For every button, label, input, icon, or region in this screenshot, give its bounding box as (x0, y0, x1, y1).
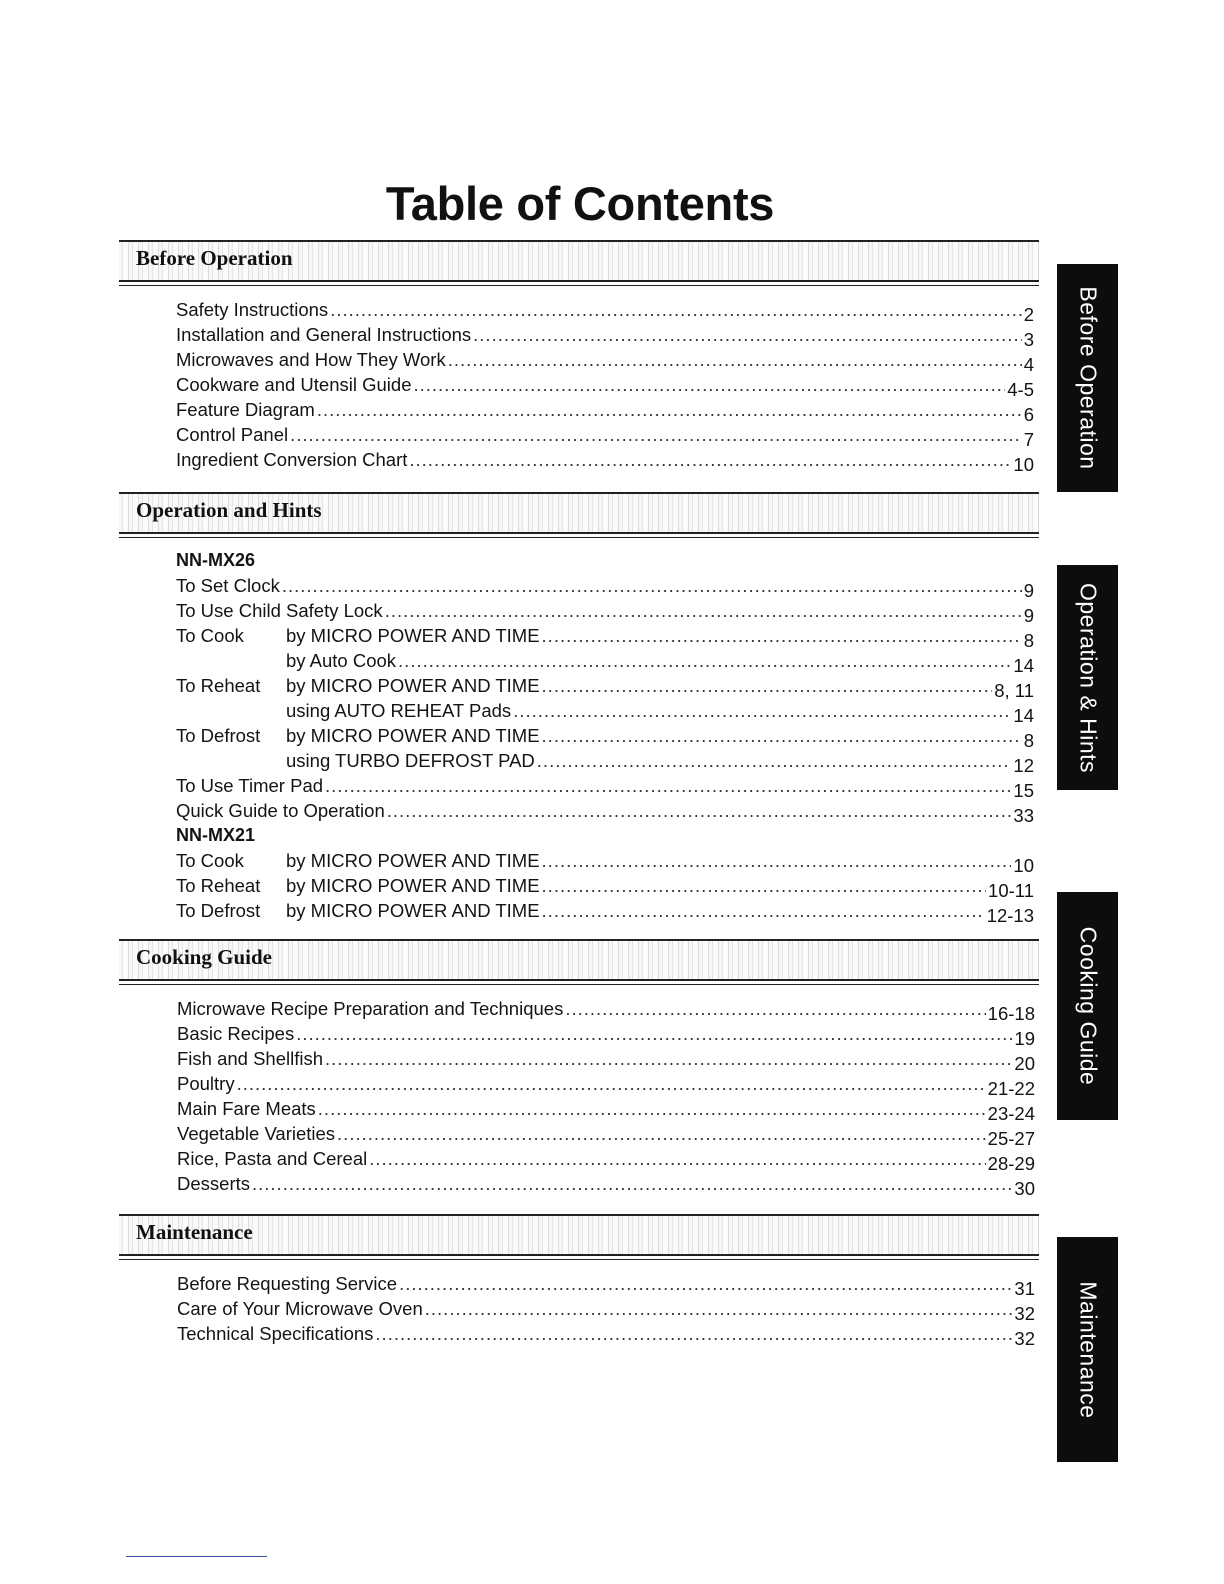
dot-leader (318, 1096, 986, 1121)
toc-page-number: 31 (1014, 1278, 1035, 1299)
toc-page-number: 4-5 (1007, 379, 1034, 400)
toc-page-number: 9 (1023, 580, 1034, 601)
model-label: NN-MX26 (176, 550, 256, 570)
toc-entry-title: Desserts (177, 1173, 250, 1194)
side-tab-label: Before Operation (1075, 286, 1101, 470)
toc-entry-title: Vegetable Varieties (177, 1123, 336, 1144)
toc-entry[interactable] (176, 573, 1034, 601)
toc-page-number: 14 (1013, 655, 1034, 676)
dot-leader (296, 1021, 1012, 1046)
toc-page-number: 12 (1013, 755, 1034, 776)
toc-entry[interactable] (176, 422, 1034, 450)
toc-list-operation-and-hints (176, 548, 1034, 926)
dot-leader (425, 1296, 1013, 1321)
section-header (119, 240, 1039, 282)
toc-entry[interactable] (176, 673, 1034, 701)
dot-leader (237, 1071, 986, 1096)
toc-entry-title: Fish and Shellfish (177, 1048, 324, 1069)
toc-entry-title: Technical Specifications (177, 1323, 374, 1344)
toc-page-number: 8, 11 (994, 680, 1034, 701)
toc-page-number: 28-29 (987, 1153, 1035, 1174)
section-heading: Cooking Guide (136, 945, 272, 969)
toc-page-number: 12-13 (986, 905, 1034, 926)
side-tab-cooking-guide[interactable] (1057, 892, 1118, 1120)
dot-leader (387, 798, 1012, 823)
dot-leader (317, 397, 1022, 422)
toc-entry-action: To Cook (176, 625, 244, 646)
dot-leader (542, 723, 1022, 748)
dot-leader (542, 848, 1012, 873)
side-tab-label: Cooking Guide (1075, 926, 1101, 1086)
toc-page-number: 30 (1014, 1178, 1035, 1199)
toc-entry-title: using TURBO DEFROST PAD (286, 750, 535, 771)
toc-page-number: 14 (1013, 705, 1034, 726)
toc-entry-action: To Defrost (176, 725, 261, 746)
toc-entry-title: Poultry (177, 1073, 235, 1094)
toc-page-number: 25-27 (987, 1128, 1035, 1149)
toc-entry-action: To Defrost (176, 900, 261, 921)
dot-leader (542, 623, 1022, 648)
toc-entry-title: Feature Diagram (176, 399, 315, 420)
toc-list-before-operation (176, 297, 1034, 475)
toc-entry-title: To Set Clock (176, 575, 280, 596)
toc-page-number: 19 (1014, 1028, 1035, 1049)
toc-entry[interactable] (176, 397, 1034, 425)
toc-page-number: 10 (1013, 855, 1034, 876)
toc-entry[interactable] (176, 347, 1034, 375)
toc-page-number: 21-22 (987, 1078, 1035, 1099)
footer-rule (126, 1556, 267, 1557)
side-tab-label: Maintenance (1075, 1280, 1101, 1419)
dot-leader (513, 698, 1011, 723)
toc-entry-title: by MICRO POWER AND TIME (286, 850, 540, 871)
dot-leader (330, 297, 1022, 322)
dot-leader (399, 1271, 1012, 1296)
section-header (119, 1214, 1039, 1256)
dot-leader (369, 1146, 985, 1171)
toc-page-number: 32 (1014, 1328, 1035, 1349)
toc-entry[interactable] (176, 698, 1034, 726)
page-title: Table of Contents (385, 177, 775, 230)
toc-page-number: 32 (1014, 1303, 1035, 1324)
model-label: NN-MX21 (176, 825, 256, 845)
toc-page-number: 7 (1023, 429, 1034, 450)
toc-entry[interactable] (177, 1171, 1035, 1199)
toc-page-number: 6 (1023, 404, 1034, 425)
side-tab-before-operation[interactable] (1057, 264, 1118, 492)
dot-leader (398, 648, 1011, 673)
side-tab-maintenance[interactable] (1057, 1237, 1118, 1462)
toc-entry-action: To Cook (176, 850, 244, 871)
toc-entry[interactable] (177, 996, 1035, 1024)
dot-leader (385, 598, 1022, 623)
dot-leader (325, 773, 1011, 798)
toc-entry-title: Basic Recipes (177, 1023, 295, 1044)
toc-entry-title: Main Fare Meats (177, 1098, 316, 1119)
toc-page-number: 4 (1023, 354, 1034, 375)
section-maintenance (119, 1214, 1039, 1256)
toc-page-number: 8 (1023, 630, 1034, 651)
dot-leader (542, 898, 985, 923)
dot-leader (290, 422, 1022, 447)
toc-entry-title: Microwave Recipe Preparation and Techniques (177, 998, 564, 1019)
toc-entry[interactable] (177, 1071, 1035, 1099)
dot-leader (337, 1121, 986, 1146)
toc-entry-title: Control Panel (176, 424, 289, 445)
toc-entry-action: To Reheat (176, 675, 261, 696)
toc-page-number: 16-18 (987, 1003, 1035, 1024)
section-cooking-guide (119, 939, 1039, 981)
toc-page-number: 10 (1013, 454, 1034, 475)
toc-list-maintenance (177, 1271, 1035, 1349)
toc-entry-title: by MICRO POWER AND TIME (286, 675, 540, 696)
toc-entry-title: Care of Your Microwave Oven (177, 1298, 423, 1319)
toc-entry[interactable] (177, 1121, 1035, 1149)
toc-entry-title: by MICRO POWER AND TIME (286, 900, 540, 921)
section-heading: Maintenance (136, 1220, 253, 1244)
toc-entry[interactable] (176, 873, 1034, 901)
toc-page-number: 20 (1014, 1053, 1035, 1074)
toc-entry-title: Microwaves and How They Work (176, 349, 446, 370)
section-header (119, 939, 1039, 981)
toc-page-number: 10-11 (988, 880, 1034, 901)
toc-page-number: 3 (1023, 329, 1034, 350)
toc-entry-title: Rice, Pasta and Cereal (177, 1148, 368, 1169)
toc-entry[interactable] (176, 372, 1034, 400)
toc-entry-title: To Use Child Safety Lock (176, 600, 383, 621)
toc-entry[interactable] (176, 798, 1034, 826)
toc-entry-title: by MICRO POWER AND TIME (286, 625, 540, 646)
dot-leader (282, 573, 1022, 598)
toc-entry[interactable] (176, 648, 1034, 676)
toc-entry[interactable] (176, 723, 1034, 751)
toc-entry-title: Cookware and Utensil Guide (176, 374, 412, 395)
toc-page-number: 8 (1023, 730, 1034, 751)
section-heading: Before Operation (136, 246, 293, 270)
toc-entry[interactable] (176, 297, 1034, 325)
toc-entry-title: Installation and General Instructions (176, 324, 472, 345)
toc-entry[interactable] (176, 598, 1034, 626)
toc-entry[interactable] (177, 1271, 1035, 1299)
dot-leader (375, 1321, 1012, 1346)
toc-entry[interactable] (176, 898, 1034, 926)
toc-entry-action: To Reheat (176, 875, 261, 896)
toc-entry-title: Before Requesting Service (177, 1273, 398, 1294)
toc-entry[interactable] (177, 1146, 1035, 1174)
toc-entry-title: by MICRO POWER AND TIME (286, 725, 540, 746)
toc-entry-title: using AUTO REHEAT Pads (286, 700, 512, 721)
toc-entry-title: by Auto Cook (286, 650, 397, 671)
section-operation-and-hints (119, 492, 1039, 534)
toc-entry[interactable] (177, 1296, 1035, 1324)
dot-leader (409, 447, 1011, 472)
toc-entry[interactable] (177, 1321, 1035, 1349)
toc-list-cooking-guide (177, 996, 1035, 1199)
toc-entry[interactable] (176, 848, 1034, 876)
dot-leader (414, 372, 1006, 397)
toc-entry-title: Safety Instructions (176, 299, 329, 320)
dot-leader (325, 1046, 1012, 1071)
side-tab-operation-hints[interactable] (1057, 565, 1118, 790)
section-heading: Operation and Hints (136, 498, 322, 522)
dot-leader (542, 673, 993, 698)
toc-page-number: 23-24 (987, 1103, 1035, 1124)
toc-entry[interactable] (176, 623, 1034, 651)
dot-leader (542, 873, 987, 898)
section-before-operation (119, 240, 1039, 282)
dot-leader (473, 322, 1022, 347)
dot-leader (565, 996, 985, 1021)
toc-entry-title: Quick Guide to Operation (176, 800, 385, 821)
toc-entry[interactable] (177, 1096, 1035, 1124)
toc-page-number: 15 (1013, 780, 1034, 801)
side-tab-label: Operation & Hints (1075, 582, 1101, 773)
toc-entry[interactable] (176, 773, 1034, 801)
toc-entry[interactable] (176, 322, 1034, 350)
toc-entry-title: Ingredient Conversion Chart (176, 449, 408, 470)
toc-entry[interactable] (177, 1021, 1035, 1049)
toc-entry[interactable] (177, 1046, 1035, 1074)
toc-page-number: 2 (1023, 304, 1034, 325)
toc-entry-title: by MICRO POWER AND TIME (286, 875, 540, 896)
toc-entry-title: To Use Timer Pad (176, 775, 324, 796)
dot-leader (252, 1171, 1012, 1196)
dot-leader (448, 347, 1022, 372)
dot-leader (537, 748, 1012, 773)
toc-entry[interactable] (176, 748, 1034, 776)
toc-page-number: 9 (1023, 605, 1034, 626)
toc-entry[interactable] (176, 447, 1034, 475)
section-header (119, 492, 1039, 534)
toc-page-number: 33 (1013, 805, 1034, 826)
